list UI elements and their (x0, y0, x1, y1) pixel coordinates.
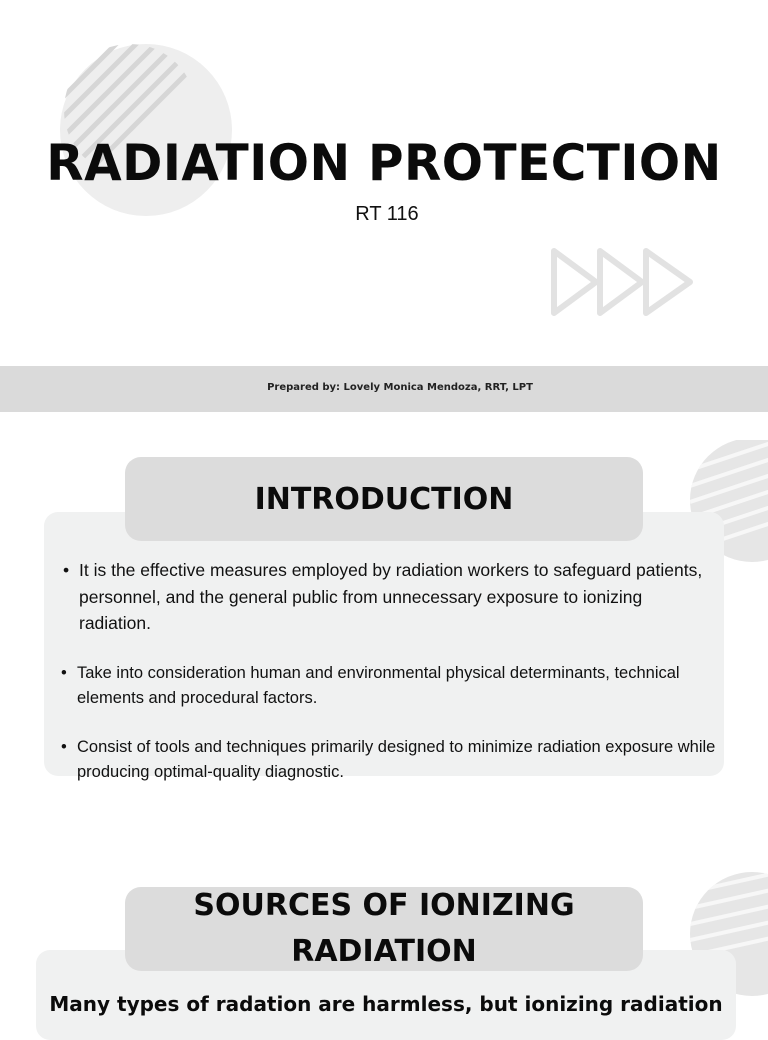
course-code: RT 116 (355, 203, 419, 225)
list-item: • It is the effective measures employed by radiation workers to safeguard patients, personnel, and the general public from unnecessary exposure to ionizing radiation. (79, 557, 709, 637)
sources-heading-line1: SOURCES OF IONIZING (193, 888, 575, 923)
list-item: • Consist of tools and techniques primarily designed to minimize radiation exposure while producing optimal-quality diagnostic. (77, 735, 737, 784)
sources-heading-line2: RADIATION (291, 934, 477, 969)
introduction-heading-text: INTRODUCTION (254, 481, 514, 517)
sources-lead-text: Many types of radation are harmless, but ionizing radiation (49, 992, 723, 1016)
prepared-by-band (0, 366, 768, 412)
sources-heading (125, 887, 643, 971)
prepared-by-text: Prepared by: Lovely Monica Mendoza, RRT, LPT (267, 382, 533, 393)
play-arrows-icon (546, 245, 702, 319)
striped-circle-icon (60, 40, 240, 220)
introduction-heading (125, 457, 643, 541)
page-title: RADIATION PROTECTION (46, 134, 722, 192)
list-item: • Take into consideration human and environmental physical determinants, technical elements and procedural factors. (77, 661, 717, 710)
